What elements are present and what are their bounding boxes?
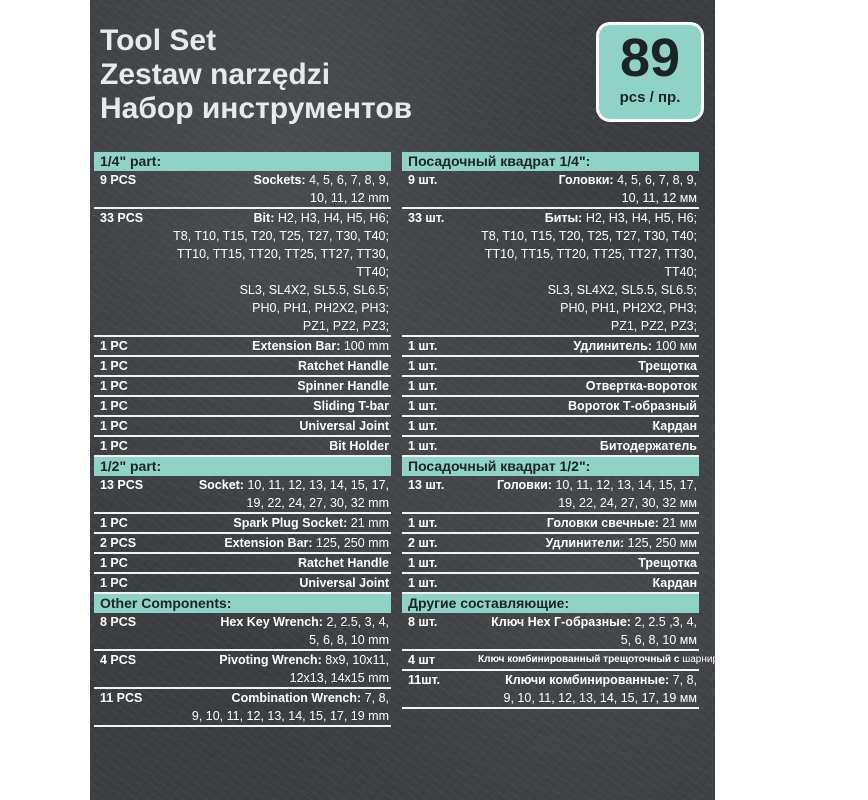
description-line bbox=[170, 651, 389, 669]
quantity: 1 шт. bbox=[408, 516, 438, 530]
component-name: Ключи комбинированные: bbox=[505, 673, 670, 687]
description-line bbox=[170, 417, 389, 435]
component-row bbox=[402, 417, 699, 437]
tool-set-label-panel bbox=[90, 0, 867, 800]
description-line bbox=[170, 534, 389, 552]
description-line bbox=[478, 397, 697, 415]
description-line bbox=[478, 476, 697, 494]
component-row bbox=[94, 337, 391, 357]
description-line bbox=[478, 317, 697, 335]
component-row bbox=[402, 337, 699, 357]
component-row bbox=[94, 689, 391, 727]
description-line bbox=[170, 337, 389, 355]
component-name: Extension Bar: bbox=[252, 339, 341, 353]
component-name: Socket: bbox=[198, 478, 244, 492]
description-line bbox=[478, 651, 866, 669]
component-spec: PZ1, PZ2, PZ3; bbox=[302, 319, 389, 333]
component-spec: 10, 11, 12, 13, 14, 15, 17, bbox=[247, 478, 389, 492]
description-line bbox=[170, 317, 389, 335]
component-row bbox=[402, 671, 699, 709]
component-name: Ключ комбинированный трещоточный с bbox=[478, 654, 680, 665]
component-spec: 125, 250 мм bbox=[627, 536, 697, 550]
component-name: Удлинители: bbox=[545, 536, 625, 550]
component-name: Hex Key Wrench: bbox=[220, 615, 323, 629]
component-description bbox=[170, 337, 391, 355]
description-line bbox=[478, 631, 697, 649]
component-spec: SL3, SL4X2, SL5.5, SL6.5; bbox=[239, 283, 389, 297]
component-name: Битодержатель bbox=[599, 439, 697, 453]
component-description bbox=[170, 357, 391, 375]
piece-count-badge bbox=[596, 22, 704, 122]
component-row bbox=[94, 613, 391, 651]
quantity: 9 шт. bbox=[408, 173, 438, 187]
component-row bbox=[94, 209, 391, 337]
component-row bbox=[402, 437, 699, 457]
quantity: 1 шт. bbox=[408, 359, 438, 373]
quantity: 8 PCS bbox=[100, 615, 137, 629]
component-spec: SL3, SL4X2, SL5.5, SL6.5; bbox=[547, 283, 697, 297]
component-row bbox=[94, 377, 391, 397]
quantity: 1 PC bbox=[100, 516, 128, 530]
description-line bbox=[170, 209, 389, 227]
title-polish: Zestaw narzędzi bbox=[100, 58, 331, 91]
description-line bbox=[478, 554, 697, 572]
component-name: Отвертка-вороток bbox=[585, 379, 697, 393]
component-spec: 2, 2.5, 3, 4, bbox=[326, 615, 389, 629]
component-description bbox=[170, 437, 391, 455]
component-spec: H2, H3, H4, H5, H6; bbox=[585, 211, 697, 225]
component-description bbox=[478, 417, 699, 435]
english-column bbox=[94, 152, 391, 727]
description-line bbox=[170, 357, 389, 375]
component-row bbox=[94, 554, 391, 574]
component-row bbox=[94, 514, 391, 534]
component-description bbox=[478, 651, 868, 669]
component-description bbox=[170, 476, 391, 512]
component-description bbox=[478, 476, 699, 512]
description-line bbox=[170, 494, 389, 512]
component-description bbox=[478, 534, 699, 552]
quantity: 1 шт. bbox=[408, 339, 438, 353]
section-header: Other Components: bbox=[94, 594, 391, 613]
description-line bbox=[478, 337, 697, 355]
title-english: Tool Set bbox=[100, 24, 217, 57]
component-description bbox=[478, 171, 699, 207]
component-row bbox=[402, 476, 699, 514]
description-line bbox=[478, 613, 697, 631]
description-line bbox=[478, 245, 697, 263]
description-line bbox=[170, 377, 389, 395]
component-spec: 10, 11, 12 mm bbox=[310, 191, 389, 205]
component-spec: 21 mm bbox=[350, 516, 389, 530]
description-line bbox=[170, 574, 389, 592]
description-line bbox=[170, 263, 389, 281]
quantity: 1 PC bbox=[100, 556, 128, 570]
component-description bbox=[170, 377, 391, 395]
component-spec: 7, 8, bbox=[364, 691, 389, 705]
quantity: 1 PC bbox=[100, 339, 128, 353]
component-spec: 19, 22, 24, 27, 30, 32 мм bbox=[558, 496, 697, 510]
description-line bbox=[170, 514, 389, 532]
component-spec: TT10, TT15, TT20, TT25, TT27, TT30, bbox=[484, 247, 697, 261]
section-header: 1/2" part: bbox=[94, 457, 391, 476]
description-line bbox=[478, 534, 697, 552]
component-row bbox=[94, 171, 391, 209]
component-name: Головки: bbox=[558, 173, 614, 187]
component-row bbox=[402, 613, 699, 651]
component-spec: TT40; bbox=[664, 265, 697, 279]
description-line bbox=[478, 377, 697, 395]
component-name: Ключ Hex Г-образные: bbox=[491, 615, 631, 629]
component-row bbox=[94, 651, 391, 689]
title-russian: Набор инструментов bbox=[100, 92, 413, 125]
component-spec: 100 мм bbox=[655, 339, 697, 353]
component-spec: шарниром: 8x9, 10x11, 12x13, 14x15 мм bbox=[682, 654, 867, 665]
component-row bbox=[402, 209, 699, 337]
description-line bbox=[170, 171, 389, 189]
component-row bbox=[94, 397, 391, 417]
component-description bbox=[478, 357, 699, 375]
component-name: Трещотка bbox=[638, 556, 697, 570]
quantity: 1 PC bbox=[100, 399, 128, 413]
component-spec: 21 мм bbox=[662, 516, 697, 530]
description-line bbox=[478, 357, 697, 375]
component-description bbox=[170, 209, 391, 335]
component-spec: 2, 2.5 ,3, 4, bbox=[634, 615, 697, 629]
component-spec: 9, 10, 11, 12, 13, 14, 15, 17, 19 мм bbox=[503, 691, 697, 705]
quantity: 1 PC bbox=[100, 439, 128, 453]
component-name: Биты: bbox=[544, 211, 583, 225]
description-line bbox=[170, 397, 389, 415]
quantity: 33 шт. bbox=[408, 211, 445, 225]
component-description bbox=[170, 689, 391, 725]
component-row bbox=[402, 514, 699, 534]
component-description bbox=[478, 671, 699, 707]
quantity: 1 шт. bbox=[408, 379, 438, 393]
component-spec: 19, 22, 24, 27, 30, 32 mm bbox=[246, 496, 389, 510]
component-row bbox=[94, 534, 391, 554]
russian-column bbox=[402, 152, 867, 709]
component-description bbox=[170, 171, 391, 207]
piece-count-unit: pcs / пр. bbox=[619, 89, 681, 106]
component-row bbox=[402, 574, 699, 594]
component-name: Вороток Т-образный bbox=[568, 399, 697, 413]
component-name: Bit Holder bbox=[329, 439, 389, 453]
component-name: Ratchet Handle bbox=[298, 359, 389, 373]
component-row bbox=[402, 534, 699, 554]
description-line bbox=[478, 494, 697, 512]
description-line bbox=[478, 281, 697, 299]
component-spec: 10, 11, 12 мм bbox=[621, 191, 697, 205]
component-row bbox=[402, 377, 699, 397]
component-description bbox=[478, 574, 699, 592]
component-name: Spark Plug Socket: bbox=[233, 516, 348, 530]
component-name: Кардан bbox=[652, 576, 697, 590]
component-description bbox=[478, 437, 699, 455]
component-name: Universal Joint bbox=[299, 419, 389, 433]
component-spec: TT40; bbox=[356, 265, 389, 279]
section-header: 1/4" part: bbox=[94, 152, 391, 171]
component-spec: TT10, TT15, TT20, TT25, TT27, TT30, bbox=[176, 247, 389, 261]
component-name: Sliding T-bar bbox=[313, 399, 389, 413]
description-line bbox=[478, 437, 697, 455]
quantity: 13 шт. bbox=[408, 478, 445, 492]
quantity: 13 PCS bbox=[100, 478, 144, 492]
component-name: Головки: bbox=[496, 478, 552, 492]
quantity: 1 PC bbox=[100, 359, 128, 373]
piece-count: 89 bbox=[619, 28, 681, 88]
quantity: 1 PC bbox=[100, 576, 128, 590]
component-row bbox=[94, 357, 391, 377]
component-description bbox=[170, 613, 391, 649]
component-name: Extension Bar: bbox=[224, 536, 313, 550]
quantity: 4 шт bbox=[408, 653, 435, 667]
component-spec: 100 mm bbox=[343, 339, 389, 353]
description-line bbox=[170, 299, 389, 317]
component-description bbox=[478, 337, 699, 355]
description-line bbox=[478, 514, 697, 532]
component-spec: 12x13, 14x15 mm bbox=[289, 671, 389, 685]
quantity: 2 шт. bbox=[408, 536, 438, 550]
quantity: 1 PC bbox=[100, 379, 128, 393]
component-name: Combination Wrench: bbox=[231, 691, 362, 705]
component-name: Кардан bbox=[652, 419, 697, 433]
component-spec: 4, 5, 6, 7, 8, 9, bbox=[309, 173, 389, 187]
description-line bbox=[478, 671, 697, 689]
quantity: 1 шт. bbox=[408, 439, 438, 453]
component-spec: 5, 6, 8, 10 mm bbox=[309, 633, 389, 647]
quantity: 1 шт. bbox=[408, 576, 438, 590]
quantity: 1 шт. bbox=[408, 556, 438, 570]
description-line bbox=[170, 554, 389, 572]
description-line bbox=[478, 417, 697, 435]
quantity: 11 PCS bbox=[100, 691, 143, 705]
component-name: Bit: bbox=[253, 211, 275, 225]
quantity: 11шт. bbox=[408, 673, 441, 687]
description-line bbox=[170, 189, 389, 207]
description-line bbox=[170, 245, 389, 263]
component-description bbox=[170, 397, 391, 415]
description-line bbox=[170, 437, 389, 455]
component-row bbox=[94, 437, 391, 457]
component-name: Spinner Handle bbox=[297, 379, 389, 393]
component-name: Головки свечные: bbox=[546, 516, 659, 530]
component-spec: 125, 250 mm bbox=[316, 536, 389, 550]
quantity: 2 PCS bbox=[100, 536, 137, 550]
description-line bbox=[170, 227, 389, 245]
component-spec: 9, 10, 11, 12, 13, 14, 15, 17, 19 mm bbox=[191, 709, 389, 723]
quantity: 1 шт. bbox=[408, 399, 438, 413]
description-line bbox=[478, 574, 697, 592]
section-header: Посадочный квадрат 1/2": bbox=[402, 457, 699, 476]
component-row bbox=[402, 651, 867, 671]
quantity: 8 шт. bbox=[408, 615, 438, 629]
component-description bbox=[170, 417, 391, 435]
component-name: Ratchet Handle bbox=[298, 556, 389, 570]
description-line bbox=[170, 613, 389, 631]
component-spec: 4, 5, 6, 7, 8, 9, bbox=[617, 173, 697, 187]
description-line bbox=[170, 707, 389, 725]
description-line bbox=[170, 476, 389, 494]
quantity: 1 шт. bbox=[408, 419, 438, 433]
component-spec: PH0, PH1, PH2X2, PH3; bbox=[560, 301, 697, 315]
component-description bbox=[478, 613, 699, 649]
quantity: 33 PCS bbox=[100, 211, 144, 225]
description-line bbox=[478, 189, 697, 207]
quantity: 1 PC bbox=[100, 419, 128, 433]
component-description bbox=[170, 574, 391, 592]
component-spec: PZ1, PZ2, PZ3; bbox=[610, 319, 697, 333]
description-line bbox=[478, 263, 697, 281]
description-line bbox=[170, 631, 389, 649]
component-description bbox=[478, 377, 699, 395]
component-row bbox=[94, 574, 391, 594]
description-line bbox=[170, 669, 389, 687]
component-spec: 8x9, 10x11, bbox=[325, 653, 389, 667]
section-header: Другие составляющие: bbox=[402, 594, 699, 613]
component-name: Universal Joint bbox=[299, 576, 389, 590]
component-spec: 10, 11, 12, 13, 14, 15, 17, bbox=[555, 478, 697, 492]
description-line bbox=[478, 171, 697, 189]
component-row bbox=[402, 397, 699, 417]
component-spec: 5, 6, 8, 10 мм bbox=[620, 633, 697, 647]
description-line bbox=[478, 209, 697, 227]
component-spec: PH0, PH1, PH2X2, PH3; bbox=[252, 301, 389, 315]
component-description bbox=[170, 554, 391, 572]
component-description bbox=[478, 209, 699, 335]
component-row bbox=[402, 357, 699, 377]
component-description bbox=[478, 554, 699, 572]
description-line bbox=[478, 227, 697, 245]
component-name: Pivoting Wrench: bbox=[219, 653, 322, 667]
component-name: Sockets: bbox=[253, 173, 306, 187]
component-spec: T8, T10, T15, T20, T25, T27, T30, T40; bbox=[173, 229, 389, 243]
component-description bbox=[478, 397, 699, 415]
description-line bbox=[478, 299, 697, 317]
quantity: 9 PCS bbox=[100, 173, 137, 187]
component-spec: 7, 8, bbox=[672, 673, 697, 687]
section-header: Посадочный квадрат 1/4": bbox=[402, 152, 699, 171]
component-description bbox=[170, 514, 391, 532]
component-spec: H2, H3, H4, H5, H6; bbox=[277, 211, 389, 225]
component-spec: T8, T10, T15, T20, T25, T27, T30, T40; bbox=[481, 229, 697, 243]
component-description bbox=[170, 534, 391, 552]
component-row bbox=[402, 554, 699, 574]
component-name: Удлинитель: bbox=[573, 339, 652, 353]
description-line bbox=[478, 689, 697, 707]
description-line bbox=[170, 281, 389, 299]
component-description bbox=[170, 651, 391, 687]
description-line bbox=[170, 689, 389, 707]
component-row bbox=[94, 417, 391, 437]
component-name: Трещотка bbox=[638, 359, 697, 373]
quantity: 4 PCS bbox=[100, 653, 137, 667]
component-row bbox=[94, 476, 391, 514]
component-description bbox=[478, 514, 699, 532]
component-row bbox=[402, 171, 699, 209]
